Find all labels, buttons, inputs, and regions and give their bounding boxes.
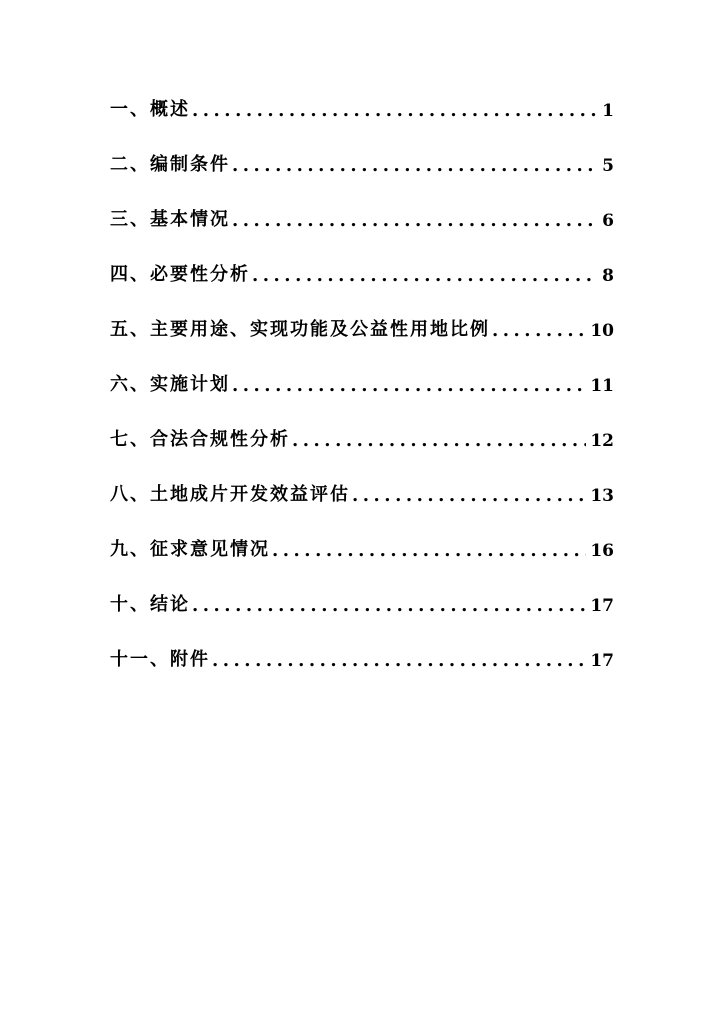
toc-entry-title: 四、必要性分析: [110, 264, 250, 285]
toc-entry-title: 六、实施计划: [110, 374, 230, 395]
toc-entry-10[interactable]: [110, 581, 614, 636]
toc-page-number: 1: [602, 101, 614, 121]
toc-page-number: 10: [590, 321, 614, 341]
toc-page-number: 5: [602, 156, 614, 176]
toc-dot-leader: [232, 155, 598, 196]
toc-entry-2[interactable]: [110, 141, 614, 196]
toc-page-number: 11: [590, 376, 614, 396]
toc-page-number: 17: [590, 596, 614, 616]
table-of-contents: [110, 86, 614, 691]
toc-entry-title: 七、合法合规性分析: [110, 429, 290, 450]
toc-dot-leader: [352, 485, 586, 526]
toc-dot-leader: [232, 210, 598, 251]
toc-dot-leader: [192, 100, 598, 141]
toc-dot-leader: [192, 595, 586, 636]
toc-page-number: 8: [602, 266, 614, 286]
toc-dot-leader: [272, 540, 586, 581]
toc-entry-9[interactable]: [110, 526, 614, 581]
toc-entry-title: 五、主要用途、实现功能及公益性用地比例: [110, 319, 490, 340]
toc-entry-title: 九、征求意见情况: [110, 539, 270, 560]
toc-entry-title: 二、编制条件: [110, 154, 230, 175]
toc-entry-title: 一、概述: [110, 99, 190, 120]
toc-entry-3[interactable]: [110, 196, 614, 251]
toc-entry-8[interactable]: [110, 471, 614, 526]
toc-page-number: 13: [590, 486, 614, 506]
toc-dot-leader: [212, 650, 586, 691]
toc-page-number: 6: [602, 211, 614, 231]
toc-page-number: 12: [590, 431, 614, 451]
toc-entry-1[interactable]: [110, 86, 614, 141]
toc-page-number: 17: [590, 651, 614, 671]
toc-page-number: 16: [590, 541, 614, 561]
toc-dot-leader: [492, 320, 586, 361]
toc-dot-leader: [232, 375, 586, 416]
toc-entry-6[interactable]: [110, 361, 614, 416]
toc-entry-title: 十、结论: [110, 594, 190, 615]
toc-entry-title: 三、基本情况: [110, 209, 230, 230]
toc-entry-title: 八、土地成片开发效益评估: [110, 484, 350, 505]
toc-entry-4[interactable]: [110, 251, 614, 306]
toc-dot-leader: [292, 430, 586, 471]
toc-entry-title: 十一、附件: [110, 649, 210, 670]
toc-dot-leader: [252, 265, 598, 306]
toc-entry-7[interactable]: [110, 416, 614, 471]
toc-entry-5[interactable]: [110, 306, 614, 361]
toc-entry-11[interactable]: [110, 636, 614, 691]
